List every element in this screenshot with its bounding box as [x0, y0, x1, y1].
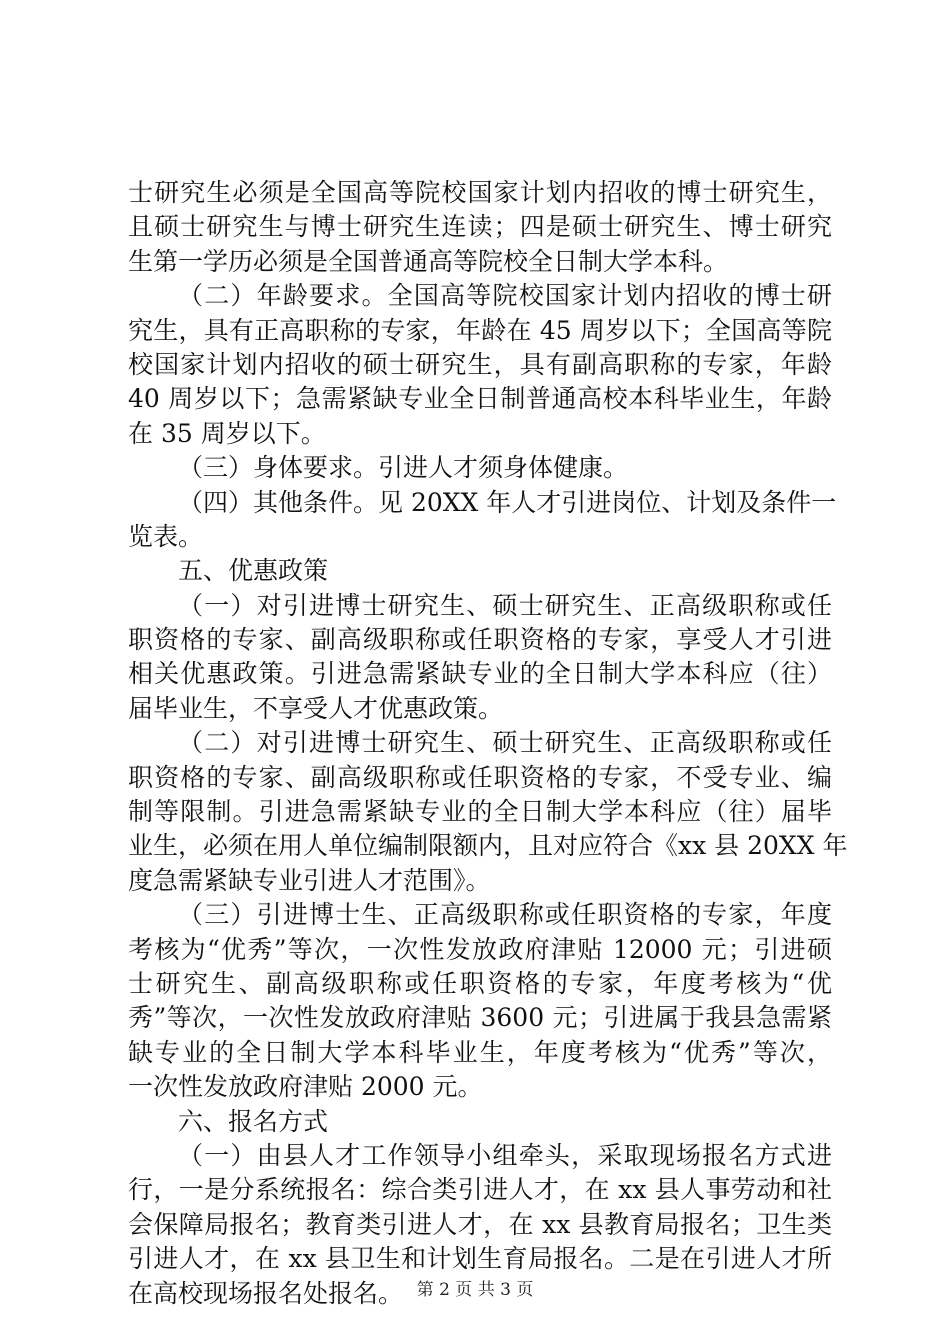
text-line: 行，一是分系统报名：综合类引进人才，在 xx 县人事劳动和社	[128, 1175, 832, 1205]
text-line: 校国家计划内招收的硕士研究生，具有副高职称的专家，年龄	[128, 349, 832, 379]
text-line: 职资格的专家、副高级职称或任职资格的专家，不受专业、编	[128, 762, 832, 792]
document-body	[128, 176, 848, 1311]
text-line: 职资格的专家、副高级职称或任职资格的专家，享受人才引进	[128, 625, 832, 655]
text-line: 且硕士研究生与博士研究生连读；四是硕士研究生、博士研究	[128, 212, 832, 242]
text-line: （一）由县人才工作领导小组牵头，采取现场报名方式进	[178, 1140, 832, 1170]
text-line: 引进人才，在 xx 县卫生和计划生育局报名。二是在引进人才所	[128, 1244, 832, 1274]
text-line: 士研究生、副高级职称或任职资格的专家，年度考核为“优	[128, 968, 832, 998]
text-line: 制等限制。引进急需紧缺专业的全日制大学本科应（往）届毕	[128, 797, 832, 827]
text-line: 在 35 周岁以下。	[128, 418, 326, 448]
text-line: 届毕业生，不享受人才优惠政策。	[128, 693, 504, 723]
text-line: （一）对引进博士研究生、硕士研究生、正高级职称或任	[178, 590, 832, 620]
text-line: 业生，必须在用人单位编制限额内，且对应符合《xx 县 20XX 年	[128, 831, 848, 861]
text-line: 究生，具有正高职称的专家，年龄在 45 周岁以下；全国高等院	[128, 315, 832, 345]
page-footer: 第 2 页 共 3 页	[416, 1280, 534, 1300]
text-line: （二）年龄要求。全国高等院校国家计划内招收的博士研	[178, 281, 832, 311]
text-line: （二）对引进博士研究生、硕士研究生、正高级职称或任	[178, 728, 832, 758]
text-line: （三）身体要求。引进人才须身体健康。	[178, 453, 629, 483]
text-line: 缺专业的全日制大学本科毕业生，年度考核为“优秀”等次，	[128, 1037, 832, 1067]
text-line: 40 周岁以下；急需紧缺专业全日制普通高校本科毕业生，年龄	[128, 384, 832, 414]
text-line: 考核为“优秀”等次，一次性发放政府津贴 12000 元；引进硕	[128, 934, 832, 964]
text-line: 士研究生必须是全国高等院校国家计划内招收的博士研究生，	[128, 178, 832, 207]
text-line: （三）引进博士生、正高级职称或任职资格的专家，年度	[178, 900, 832, 930]
text-line: （四）其他条件。见 20XX 年人才引进岗位、计划及条件一	[178, 487, 837, 517]
text-line: 相关优惠政策。引进急需紧缺专业的全日制大学本科应（往）	[128, 659, 832, 689]
text-line: 秀”等次，一次性发放政府津贴 3600 元；引进属于我县急需紧	[128, 1003, 832, 1033]
text-line: 在高校现场报名处报名。	[128, 1278, 404, 1308]
text-line: 会保障局报名；教育类引进人才，在 xx 县教育局报名；卫生类	[128, 1209, 832, 1239]
text-line: 五、优惠政策	[178, 556, 329, 586]
text-line: 六、报名方式	[178, 1106, 329, 1136]
text-line: 度急需紧缺专业引进人才范围》。	[128, 865, 491, 895]
text-line: 览表。	[128, 521, 204, 551]
text-line: 一次性发放政府津贴 2000 元。	[128, 1072, 483, 1102]
text-line: 生第一学历必须是全国普通高等院校全日制大学本科。	[128, 246, 729, 276]
